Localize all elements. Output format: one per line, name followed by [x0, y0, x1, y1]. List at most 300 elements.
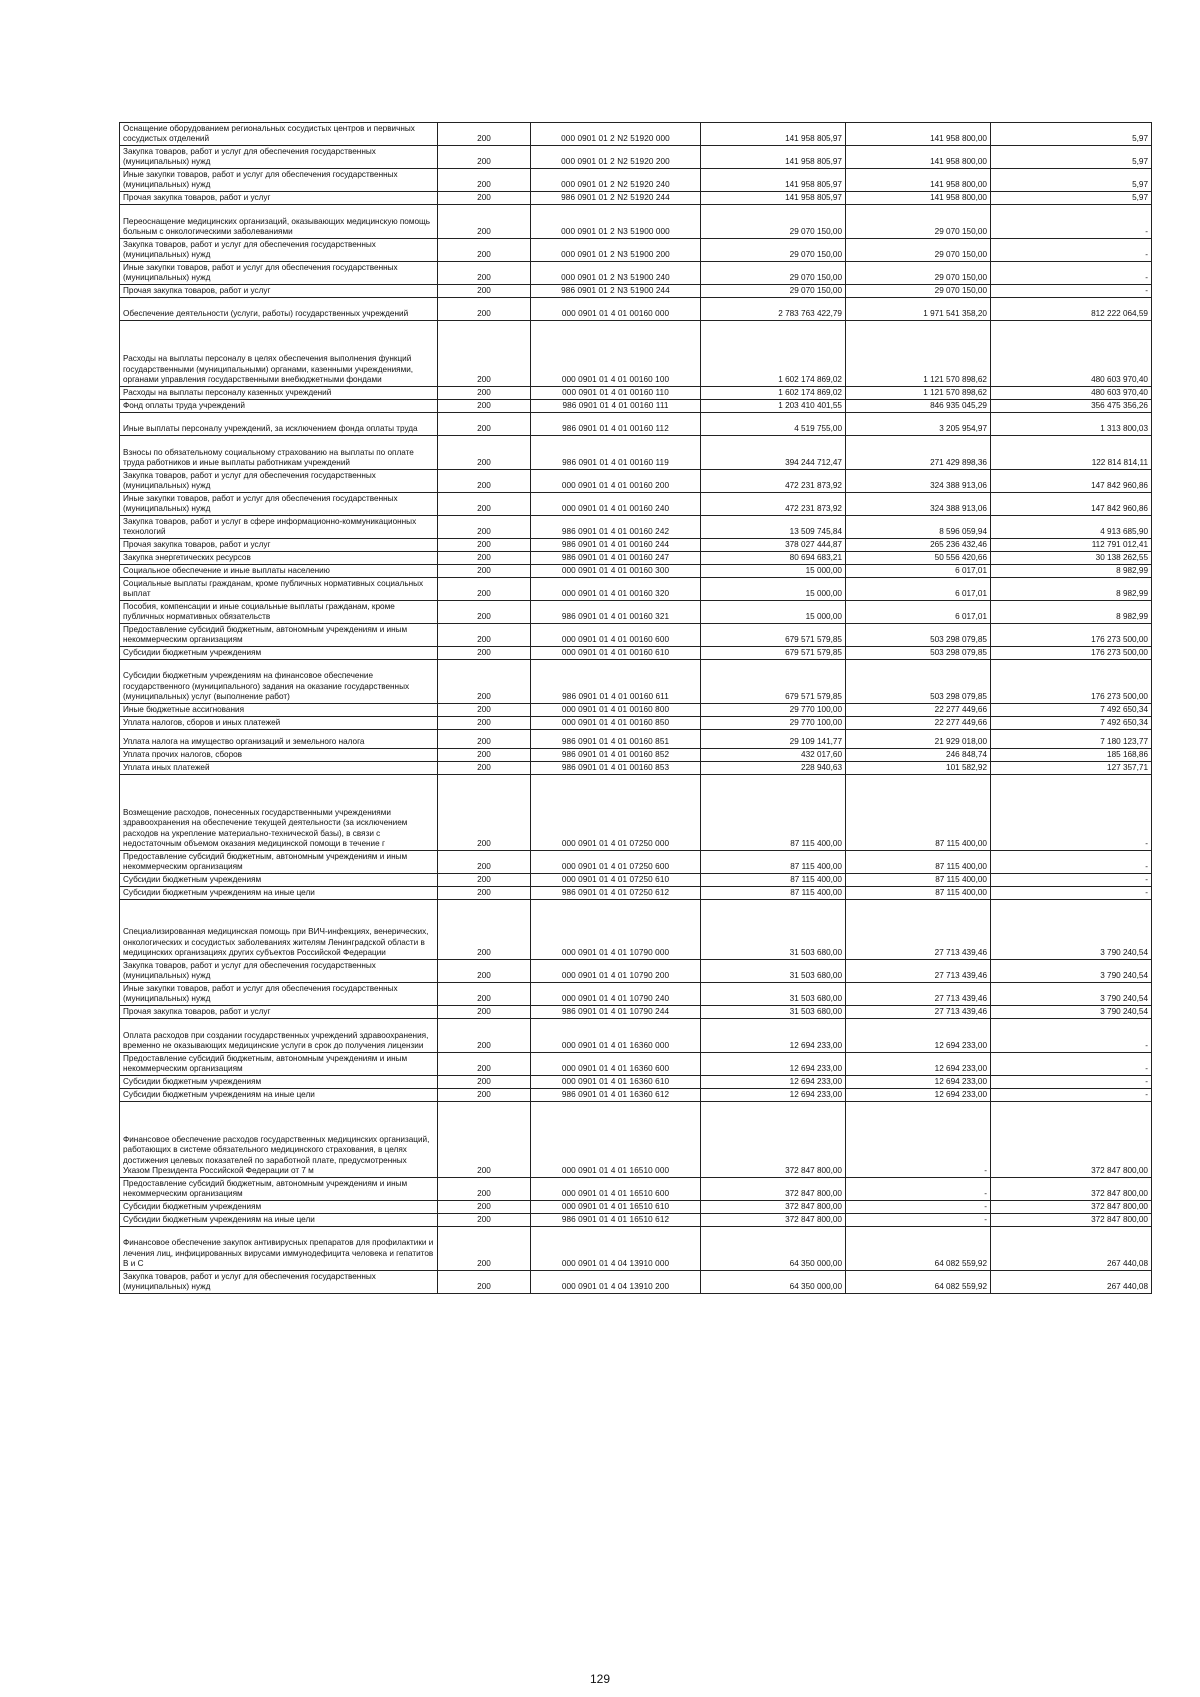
row-kbk: 000 0901 01 4 01 00160 200 [531, 470, 701, 493]
table-row [120, 874, 1152, 887]
row-approved: 12 694 233,00 [701, 1053, 846, 1076]
row-code: 200 [438, 1178, 531, 1201]
row-name: Уплата налога на имущество организаций и земельного налога [120, 730, 438, 749]
row-executed: 29 070 150,00 [846, 262, 991, 285]
row-kbk: 000 0901 01 2 N2 51920 000 [531, 123, 701, 146]
row-executed: 27 713 439,46 [846, 1006, 991, 1019]
row-unexecuted: 7 492 650,34 [991, 717, 1152, 730]
row-approved: 29 070 150,00 [701, 285, 846, 298]
row-approved: 228 940,63 [701, 762, 846, 775]
row-executed: - [846, 1214, 991, 1227]
table-row [120, 539, 1152, 552]
row-kbk: 000 0901 01 4 01 10790 240 [531, 983, 701, 1006]
row-executed: 29 070 150,00 [846, 285, 991, 298]
row-kbk: 986 0901 01 4 01 00160 852 [531, 749, 701, 762]
row-code: 200 [438, 601, 531, 624]
row-unexecuted: 5,97 [991, 169, 1152, 192]
row-unexecuted: - [991, 205, 1152, 239]
row-unexecuted: - [991, 874, 1152, 887]
row-name: Прочая закупка товаров, работ и услуг [120, 192, 438, 205]
row-approved: 13 509 745,84 [701, 516, 846, 539]
row-unexecuted: 8 982,99 [991, 578, 1152, 601]
row-unexecuted: 5,97 [991, 146, 1152, 169]
row-name: Субсидии бюджетным учреждениям на иные цели [120, 1214, 438, 1227]
row-approved: 378 027 444,87 [701, 539, 846, 552]
table-row [120, 205, 1152, 239]
row-code: 200 [438, 298, 531, 321]
row-name: Взносы по обязательному социальному страхованию на выплаты по оплате труда работников и иные выплаты работникам учреждений [120, 436, 438, 470]
row-executed: 141 958 800,00 [846, 146, 991, 169]
row-kbk: 000 0901 01 4 01 16510 610 [531, 1201, 701, 1214]
row-approved: 31 503 680,00 [701, 900, 846, 960]
row-unexecuted: 8 982,99 [991, 565, 1152, 578]
row-unexecuted: 7 180 123,77 [991, 730, 1152, 749]
row-unexecuted: - [991, 887, 1152, 900]
row-executed: 87 115 400,00 [846, 775, 991, 851]
table-row [120, 1214, 1152, 1227]
row-code: 200 [438, 1089, 531, 1102]
row-approved: 141 958 805,97 [701, 123, 846, 146]
table-row [120, 1271, 1152, 1294]
row-executed: 1 121 570 898,62 [846, 387, 991, 400]
row-name: Субсидии бюджетным учреждениям на иные цели [120, 887, 438, 900]
row-code: 200 [438, 285, 531, 298]
row-code: 200 [438, 239, 531, 262]
row-kbk: 000 0901 01 4 01 00160 600 [531, 624, 701, 647]
row-unexecuted: 480 603 970,40 [991, 321, 1152, 387]
row-executed: 87 115 400,00 [846, 851, 991, 874]
table-row [120, 413, 1152, 436]
row-kbk: 986 0901 01 4 01 00160 851 [531, 730, 701, 749]
row-code: 200 [438, 887, 531, 900]
table-row [120, 262, 1152, 285]
row-executed: 21 929 018,00 [846, 730, 991, 749]
row-approved: 80 694 683,21 [701, 552, 846, 565]
table-row [120, 704, 1152, 717]
row-code: 200 [438, 704, 531, 717]
table-row [120, 239, 1152, 262]
row-executed: 271 429 898,36 [846, 436, 991, 470]
row-code: 200 [438, 169, 531, 192]
row-kbk: 000 0901 01 4 01 16360 000 [531, 1019, 701, 1053]
table-row [120, 749, 1152, 762]
row-executed: 1 121 570 898,62 [846, 321, 991, 387]
row-name: Фонд оплаты труда учреждений [120, 400, 438, 413]
row-approved: 12 694 233,00 [701, 1089, 846, 1102]
row-kbk: 000 0901 01 4 01 16510 000 [531, 1102, 701, 1178]
row-kbk: 000 0901 01 4 01 07250 000 [531, 775, 701, 851]
row-name: Субсидии бюджетным учреждениям [120, 1201, 438, 1214]
table-row [120, 717, 1152, 730]
row-kbk: 986 0901 01 4 01 00160 321 [531, 601, 701, 624]
row-unexecuted: 3 790 240,54 [991, 983, 1152, 1006]
row-unexecuted: - [991, 262, 1152, 285]
row-kbk: 986 0901 01 2 N2 51920 244 [531, 192, 701, 205]
row-unexecuted: - [991, 1019, 1152, 1053]
row-kbk: 986 0901 01 4 01 00160 244 [531, 539, 701, 552]
budget-execution-table [119, 122, 1152, 1294]
row-kbk: 986 0901 01 4 01 00160 242 [531, 516, 701, 539]
row-unexecuted: 356 475 356,26 [991, 400, 1152, 413]
row-executed: 141 958 800,00 [846, 123, 991, 146]
row-kbk: 000 0901 01 4 01 00160 240 [531, 493, 701, 516]
row-name: Обеспечение деятельности (услуги, работы) государственных учреждений [120, 298, 438, 321]
row-executed: 64 082 559,92 [846, 1271, 991, 1294]
row-approved: 12 694 233,00 [701, 1019, 846, 1053]
row-executed: 12 694 233,00 [846, 1053, 991, 1076]
row-code: 200 [438, 413, 531, 436]
row-kbk: 000 0901 01 4 01 16360 600 [531, 1053, 701, 1076]
row-code: 200 [438, 775, 531, 851]
table-row [120, 146, 1152, 169]
row-name: Прочая закупка товаров, работ и услуг [120, 539, 438, 552]
row-executed: 246 848,74 [846, 749, 991, 762]
row-approved: 87 115 400,00 [701, 874, 846, 887]
row-name: Прочая закупка товаров, работ и услуг [120, 285, 438, 298]
row-unexecuted: - [991, 775, 1152, 851]
table-row [120, 123, 1152, 146]
row-unexecuted: 127 357,71 [991, 762, 1152, 775]
row-approved: 1 203 410 401,55 [701, 400, 846, 413]
row-code: 200 [438, 565, 531, 578]
table-row [120, 578, 1152, 601]
table-row [120, 470, 1152, 493]
row-approved: 472 231 873,92 [701, 493, 846, 516]
row-unexecuted: - [991, 1053, 1152, 1076]
row-code: 200 [438, 1227, 531, 1271]
table-body [120, 123, 1152, 1294]
row-kbk: 000 0901 01 4 01 00160 110 [531, 387, 701, 400]
row-approved: 87 115 400,00 [701, 887, 846, 900]
row-kbk: 986 0901 01 4 01 07250 612 [531, 887, 701, 900]
row-executed: 6 017,01 [846, 578, 991, 601]
row-code: 200 [438, 262, 531, 285]
row-approved: 1 602 174 869,02 [701, 321, 846, 387]
table-row [120, 387, 1152, 400]
row-executed: 141 958 800,00 [846, 169, 991, 192]
row-name: Закупка товаров, работ и услуг для обеспечения государственных (муниципальных) нужд [120, 1271, 438, 1294]
row-unexecuted: 267 440,08 [991, 1271, 1152, 1294]
row-kbk: 986 0901 01 4 01 00160 112 [531, 413, 701, 436]
row-approved: 372 847 800,00 [701, 1201, 846, 1214]
table-row [120, 775, 1152, 851]
row-approved: 29 070 150,00 [701, 205, 846, 239]
row-executed: 101 582,92 [846, 762, 991, 775]
row-unexecuted: 812 222 064,59 [991, 298, 1152, 321]
row-unexecuted: 176 273 500,00 [991, 660, 1152, 704]
row-executed: 503 298 079,85 [846, 624, 991, 647]
row-name: Прочая закупка товаров, работ и услуг [120, 1006, 438, 1019]
row-executed: 8 596 059,94 [846, 516, 991, 539]
table-row [120, 298, 1152, 321]
row-name: Субсидии бюджетным учреждениям [120, 647, 438, 660]
row-unexecuted: 267 440,08 [991, 1227, 1152, 1271]
row-code: 200 [438, 205, 531, 239]
row-name: Уплата иных платежей [120, 762, 438, 775]
row-executed: 27 713 439,46 [846, 900, 991, 960]
row-code: 200 [438, 960, 531, 983]
row-executed: 87 115 400,00 [846, 874, 991, 887]
row-kbk: 986 0901 01 4 01 00160 111 [531, 400, 701, 413]
row-code: 200 [438, 1201, 531, 1214]
row-code: 200 [438, 1102, 531, 1178]
row-name: Закупка товаров, работ и услуг для обеспечения государственных (муниципальных) нужд [120, 470, 438, 493]
row-name: Социальные выплаты гражданам, кроме публичных нормативных социальных выплат [120, 578, 438, 601]
row-approved: 12 694 233,00 [701, 1076, 846, 1089]
row-approved: 679 571 579,85 [701, 624, 846, 647]
row-code: 200 [438, 1006, 531, 1019]
table-row [120, 321, 1152, 387]
table-row [120, 1201, 1152, 1214]
row-executed: 27 713 439,46 [846, 960, 991, 983]
row-unexecuted: 112 791 012,41 [991, 539, 1152, 552]
row-executed: 29 070 150,00 [846, 239, 991, 262]
table-row [120, 192, 1152, 205]
row-name: Расходы на выплаты персоналу в целях обеспечения выполнения функций государственными (муниципальными) органами, казенными учреждениями, органами управления государственными внебюджетными фондами [120, 321, 438, 387]
row-approved: 29 770 100,00 [701, 717, 846, 730]
row-kbk: 000 0901 01 4 04 13910 200 [531, 1271, 701, 1294]
row-name: Пособия, компенсации и иные социальные выплаты гражданам, кроме публичных нормативных обязательств [120, 601, 438, 624]
row-kbk: 000 0901 01 4 01 07250 600 [531, 851, 701, 874]
row-executed: 12 694 233,00 [846, 1089, 991, 1102]
row-approved: 31 503 680,00 [701, 960, 846, 983]
row-code: 200 [438, 1214, 531, 1227]
table-row [120, 516, 1152, 539]
row-kbk: 000 0901 01 4 01 00160 800 [531, 704, 701, 717]
row-kbk: 000 0901 01 4 01 00160 610 [531, 647, 701, 660]
row-executed: 846 935 045,29 [846, 400, 991, 413]
row-unexecuted: - [991, 285, 1152, 298]
row-unexecuted: 3 790 240,54 [991, 1006, 1152, 1019]
row-kbk: 000 0901 01 4 01 00160 100 [531, 321, 701, 387]
row-kbk: 986 0901 01 2 N3 51900 244 [531, 285, 701, 298]
row-code: 200 [438, 123, 531, 146]
row-approved: 372 847 800,00 [701, 1178, 846, 1201]
row-code: 200 [438, 493, 531, 516]
table-row [120, 762, 1152, 775]
row-kbk: 000 0901 01 2 N2 51920 200 [531, 146, 701, 169]
row-unexecuted: 8 982,99 [991, 601, 1152, 624]
row-kbk: 000 0901 01 2 N3 51900 000 [531, 205, 701, 239]
row-executed: 50 556 420,66 [846, 552, 991, 565]
row-unexecuted: 147 842 960,86 [991, 470, 1152, 493]
row-approved: 372 847 800,00 [701, 1102, 846, 1178]
row-unexecuted: 147 842 960,86 [991, 493, 1152, 516]
row-name: Предоставление субсидий бюджетным, автономным учреждениям и иным некоммерческим организациям [120, 624, 438, 647]
row-kbk: 000 0901 01 4 01 00160 300 [531, 565, 701, 578]
row-kbk: 986 0901 01 4 01 16360 612 [531, 1089, 701, 1102]
row-name: Иные закупки товаров, работ и услуг для обеспечения государственных (муниципальных) нужд [120, 493, 438, 516]
row-unexecuted: 3 790 240,54 [991, 960, 1152, 983]
table-row [120, 1006, 1152, 1019]
row-unexecuted: 3 790 240,54 [991, 900, 1152, 960]
row-unexecuted: 372 847 800,00 [991, 1214, 1152, 1227]
row-name: Закупка товаров, работ и услуг для обеспечения государственных (муниципальных) нужд [120, 146, 438, 169]
row-executed: 324 388 913,06 [846, 470, 991, 493]
row-unexecuted: 176 273 500,00 [991, 647, 1152, 660]
row-code: 200 [438, 436, 531, 470]
row-name: Уплата налогов, сборов и иных платежей [120, 717, 438, 730]
row-name: Финансовое обеспечение закупок антивирусных препаратов для профилактики и лечения лиц, инфицированных вирусами иммунодефицита человека и гепатитов B и C [120, 1227, 438, 1271]
row-kbk: 000 0901 01 2 N3 51900 200 [531, 239, 701, 262]
page-number: 129 [589, 1672, 611, 1686]
row-code: 200 [438, 1053, 531, 1076]
row-approved: 29 070 150,00 [701, 262, 846, 285]
row-unexecuted: 30 138 262,55 [991, 552, 1152, 565]
row-executed: 87 115 400,00 [846, 887, 991, 900]
row-name: Субсидии бюджетным учреждениям [120, 1076, 438, 1089]
row-executed: - [846, 1178, 991, 1201]
table-row [120, 1102, 1152, 1178]
row-executed: 27 713 439,46 [846, 983, 991, 1006]
row-executed: 12 694 233,00 [846, 1076, 991, 1089]
row-kbk: 000 0901 01 4 01 16360 610 [531, 1076, 701, 1089]
row-approved: 15 000,00 [701, 565, 846, 578]
row-approved: 141 958 805,97 [701, 146, 846, 169]
table-row [120, 169, 1152, 192]
row-executed: 324 388 913,06 [846, 493, 991, 516]
row-kbk: 986 0901 01 4 01 00160 119 [531, 436, 701, 470]
row-kbk: 000 0901 01 4 01 07250 610 [531, 874, 701, 887]
row-approved: 29 770 100,00 [701, 704, 846, 717]
row-executed: 141 958 800,00 [846, 192, 991, 205]
row-name: Иные закупки товаров, работ и услуг для обеспечения государственных (муниципальных) нужд [120, 983, 438, 1006]
row-code: 200 [438, 387, 531, 400]
row-approved: 1 602 174 869,02 [701, 387, 846, 400]
row-kbk: 986 0901 01 4 01 00160 611 [531, 660, 701, 704]
row-executed: 503 298 079,85 [846, 660, 991, 704]
table-row [120, 1019, 1152, 1053]
row-unexecuted: - [991, 851, 1152, 874]
row-kbk: 000 0901 01 4 01 16510 600 [531, 1178, 701, 1201]
row-executed: 22 277 449,66 [846, 704, 991, 717]
row-approved: 29 070 150,00 [701, 239, 846, 262]
row-unexecuted: - [991, 1089, 1152, 1102]
row-executed: 265 236 432,46 [846, 539, 991, 552]
table-row [120, 1053, 1152, 1076]
row-unexecuted: - [991, 1076, 1152, 1089]
row-code: 200 [438, 851, 531, 874]
row-kbk: 000 0901 01 2 N2 51920 240 [531, 169, 701, 192]
row-kbk: 000 0901 01 4 01 00160 320 [531, 578, 701, 601]
row-executed: 6 017,01 [846, 601, 991, 624]
row-code: 200 [438, 1271, 531, 1294]
table-row [120, 285, 1152, 298]
table-row [120, 983, 1152, 1006]
row-name: Переоснащение медицинских организаций, оказывающих медицинскую помощь больным с онкологическими заболеваниями [120, 205, 438, 239]
row-code: 200 [438, 516, 531, 539]
row-name: Субсидии бюджетным учреждениям на финансовое обеспечение государственного (муниципального) задания на оказание государственных (муниципальных) услуг (выполнение работ) [120, 660, 438, 704]
row-approved: 31 503 680,00 [701, 1006, 846, 1019]
row-unexecuted: 176 273 500,00 [991, 624, 1152, 647]
table-row [120, 493, 1152, 516]
row-approved: 141 958 805,97 [701, 169, 846, 192]
table-row [120, 1089, 1152, 1102]
row-executed: 503 298 079,85 [846, 647, 991, 660]
row-unexecuted: 4 913 685,90 [991, 516, 1152, 539]
row-name: Иные выплаты персоналу учреждений, за исключением фонда оплаты труда [120, 413, 438, 436]
row-unexecuted: - [991, 239, 1152, 262]
row-unexecuted: 480 603 970,40 [991, 387, 1152, 400]
table-row [120, 900, 1152, 960]
row-code: 200 [438, 1076, 531, 1089]
row-approved: 2 783 763 422,79 [701, 298, 846, 321]
row-code: 200 [438, 874, 531, 887]
table-row [120, 565, 1152, 578]
row-approved: 432 017,60 [701, 749, 846, 762]
row-kbk: 986 0901 01 4 01 10790 244 [531, 1006, 701, 1019]
table-row [120, 730, 1152, 749]
row-code: 200 [438, 192, 531, 205]
row-executed: 64 082 559,92 [846, 1227, 991, 1271]
table-row [120, 400, 1152, 413]
row-code: 200 [438, 900, 531, 960]
row-name: Закупка товаров, работ и услуг для обеспечения государственных (муниципальных) нужд [120, 960, 438, 983]
row-name: Оплата расходов при создании государственных учреждений здравоохранения, временно не оказывающих медицинские услуги в срок до получения лицензии [120, 1019, 438, 1053]
row-name: Иные бюджетные ассигнования [120, 704, 438, 717]
row-kbk: 000 0901 01 4 01 00160 000 [531, 298, 701, 321]
row-name: Закупка энергетических ресурсов [120, 552, 438, 565]
row-approved: 679 571 579,85 [701, 647, 846, 660]
row-kbk: 000 0901 01 4 04 13910 000 [531, 1227, 701, 1271]
row-kbk: 000 0901 01 4 01 10790 000 [531, 900, 701, 960]
row-executed: - [846, 1102, 991, 1178]
row-name: Возмещение расходов, понесенных государственными учреждениями здравоохранения на обеспечение текущей деятельности (за исключением расходов на укрепление материально-технической базы), в связи с недостаточным объемом оказания медицинской помощи в течение г [120, 775, 438, 851]
row-unexecuted: 122 814 814,11 [991, 436, 1152, 470]
row-code: 200 [438, 321, 531, 387]
table-row [120, 601, 1152, 624]
row-approved: 87 115 400,00 [701, 775, 846, 851]
row-kbk: 000 0901 01 4 01 10790 200 [531, 960, 701, 983]
row-name: Закупка товаров, работ и услуг в сфере информационно-коммуникационных технологий [120, 516, 438, 539]
row-name: Иные закупки товаров, работ и услуг для обеспечения государственных (муниципальных) нужд [120, 169, 438, 192]
table-row [120, 660, 1152, 704]
row-code: 200 [438, 1019, 531, 1053]
table-row [120, 624, 1152, 647]
row-code: 200 [438, 146, 531, 169]
row-kbk: 986 0901 01 4 01 00160 853 [531, 762, 701, 775]
row-approved: 372 847 800,00 [701, 1214, 846, 1227]
row-unexecuted: 7 492 650,34 [991, 704, 1152, 717]
row-approved: 472 231 873,92 [701, 470, 846, 493]
row-approved: 394 244 712,47 [701, 436, 846, 470]
row-name: Расходы на выплаты персоналу казенных учреждений [120, 387, 438, 400]
row-unexecuted: 372 847 800,00 [991, 1201, 1152, 1214]
row-code: 200 [438, 730, 531, 749]
row-code: 200 [438, 647, 531, 660]
row-unexecuted: 372 847 800,00 [991, 1102, 1152, 1178]
row-executed: 29 070 150,00 [846, 205, 991, 239]
row-unexecuted: 5,97 [991, 123, 1152, 146]
table-row [120, 1178, 1152, 1201]
row-name: Субсидии бюджетным учреждениям [120, 874, 438, 887]
row-executed: 12 694 233,00 [846, 1019, 991, 1053]
row-name: Оснащение оборудованием региональных сосудистых центров и первичных сосудистых отделений [120, 123, 438, 146]
row-approved: 15 000,00 [701, 578, 846, 601]
table-row [120, 1076, 1152, 1089]
row-code: 200 [438, 983, 531, 1006]
row-code: 200 [438, 552, 531, 565]
row-name: Субсидии бюджетным учреждениям на иные цели [120, 1089, 438, 1102]
row-kbk: 000 0901 01 4 01 00160 850 [531, 717, 701, 730]
row-kbk: 986 0901 01 4 01 00160 247 [531, 552, 701, 565]
row-name: Социальное обеспечение и иные выплаты населению [120, 565, 438, 578]
table-row [120, 1227, 1152, 1271]
row-name: Предоставление субсидий бюджетным, автономным учреждениям и иным некоммерческим организациям [120, 1053, 438, 1076]
table-row [120, 436, 1152, 470]
row-executed: 6 017,01 [846, 565, 991, 578]
table-row [120, 647, 1152, 660]
